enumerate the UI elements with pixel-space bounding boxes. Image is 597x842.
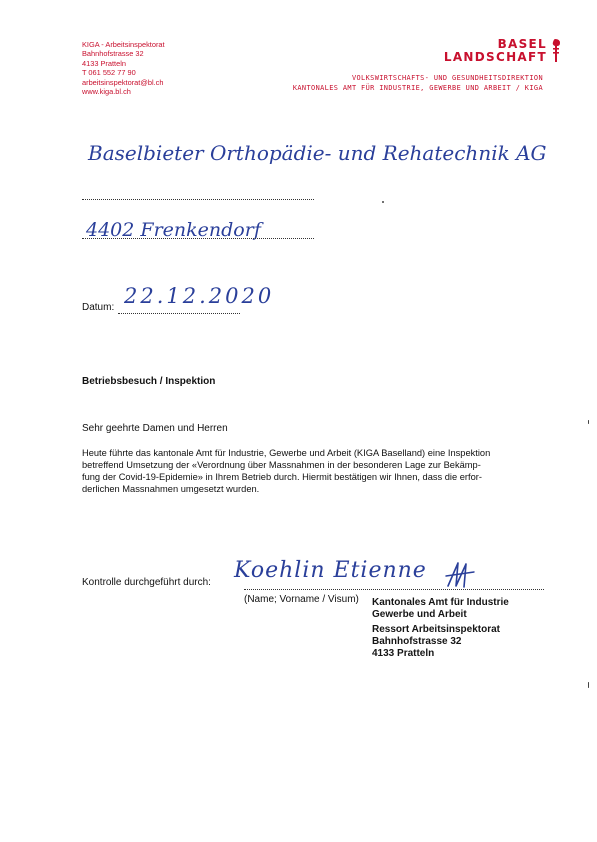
body-line: derlichen Massnahmen umgesetzt wurden.: [82, 484, 260, 494]
salutation: Sehr geehrte Damen und Herren: [82, 423, 228, 434]
department-header: [293, 73, 543, 93]
canton-logo: [444, 38, 547, 64]
sender-website: www.kiga.bl.ch: [82, 87, 131, 97]
signature-note: (Name; Vorname / Visum): [244, 594, 359, 605]
scan-mark: [588, 682, 589, 688]
stamp-line: Bahnhofstrasse 32: [372, 635, 462, 647]
recipient-address-line: [82, 238, 314, 239]
body-line: Heute führte das kantonale Amt für Industrie, Gewerbe und Arbeit (KIGA Baselland) eine Inspektion: [82, 448, 491, 458]
sender-line: Bahnhofstrasse 32: [82, 49, 144, 59]
recipient-address-handwritten: 4402 Frenkendorf: [86, 219, 261, 241]
department-line2: KANTONALES AMT FÜR INDUSTRIE, GEWERBE UND ARBEIT / KIGA: [292, 84, 543, 92]
sender-phone: T 061 552 77 90: [82, 68, 136, 78]
baselstab-icon: [551, 38, 563, 69]
signature-handwritten: Koehlin Etienne: [234, 558, 427, 583]
stamp-line: Gewerbe und Arbeit: [372, 609, 467, 621]
recipient-name-handwritten: Baselbieter Orthopädie- und Rehatechnik AG: [88, 141, 547, 165]
date-label: Datum:: [82, 302, 115, 313]
body-paragraph: [82, 447, 548, 495]
speck: [382, 201, 384, 203]
date-line: [118, 313, 240, 314]
date-handwritten: 22.12.2020: [124, 284, 275, 308]
sender-line: 4133 Pratteln: [82, 58, 126, 68]
recipient-name-line: [82, 199, 314, 200]
body-line: betreffend Umsetzung der «Verordnung über Massnahmen in der besonderen Lage zur Bekämp-: [82, 460, 481, 470]
sender-line: KIGA - Arbeitsinspektorat: [82, 40, 165, 49]
signature-line: [244, 589, 544, 590]
sender-email: arbeitsinspektorat@bl.ch: [82, 77, 164, 87]
logo-text-line2: LANDSCHAFT: [443, 50, 547, 64]
scan-mark: [588, 420, 589, 424]
stamp-line: Ressort Arbeitsinspektorat: [372, 623, 500, 635]
control-label: Kontrolle durchgeführt durch:: [82, 577, 211, 588]
sender-address: [82, 40, 165, 96]
department-line1: VOLKSWIRTSCHAFTS- UND GESUNDHEITSDIREKTION: [351, 74, 543, 82]
office-stamp: [372, 597, 509, 660]
logo-text-line1: BASEL: [497, 37, 547, 51]
stamp-line: 4133 Pratteln: [372, 648, 435, 660]
subject-heading: Betriebsbesuch / Inspektion: [82, 376, 216, 387]
stamp-line: Kantonales Amt für Industrie: [372, 597, 509, 608]
body-line: fung der Covid-19-Epidemie» in Ihrem Betrieb durch. Hiermit bestätigen wir Ihnen, dass die erfor-: [82, 472, 482, 482]
